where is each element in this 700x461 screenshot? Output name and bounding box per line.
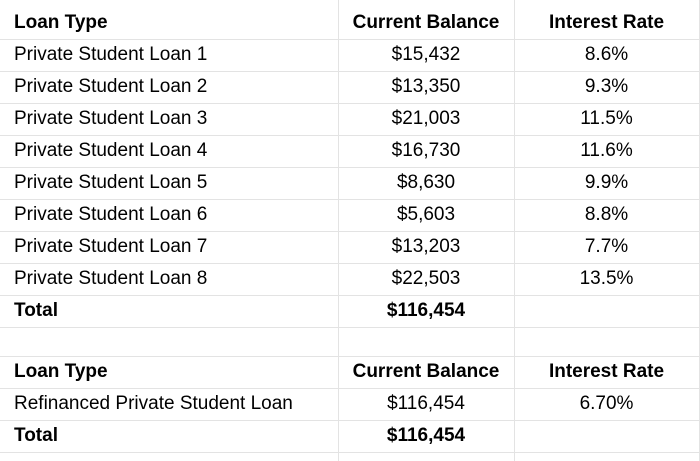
table2-total-row bbox=[0, 420, 700, 452]
loan-type-cell[interactable]: Private Student Loan 4 bbox=[14, 140, 208, 161]
loan-type-cell[interactable]: Private Student Loan 5 bbox=[14, 172, 208, 193]
balance-cell[interactable]: $21,003 bbox=[391, 108, 461, 129]
loan-type-cell[interactable]: Private Student Loan 6 bbox=[14, 204, 208, 225]
total-label[interactable]: Total bbox=[14, 300, 58, 321]
empty-cell[interactable] bbox=[514, 295, 699, 327]
table-row bbox=[0, 263, 700, 295]
table-row bbox=[0, 103, 700, 135]
total-label[interactable]: Total bbox=[14, 425, 58, 446]
rate-cell[interactable]: 11.5% bbox=[580, 108, 633, 129]
loan-type-cell[interactable]: Private Student Loan 2 bbox=[14, 76, 208, 97]
balance-cell[interactable]: $15,432 bbox=[391, 44, 461, 65]
loan-type-cell[interactable]: Private Student Loan 8 bbox=[14, 268, 208, 289]
rate-cell[interactable]: 9.9% bbox=[584, 172, 629, 193]
header-loan-type[interactable]: Loan Type bbox=[14, 12, 108, 33]
loan-type-cell[interactable]: Refinanced Private Student Loan bbox=[14, 393, 293, 414]
loan-type-cell[interactable]: Private Student Loan 7 bbox=[14, 236, 208, 257]
header-current-balance[interactable]: Current Balance bbox=[352, 12, 500, 33]
rate-cell[interactable]: 7.7% bbox=[584, 236, 629, 257]
loan-type-cell[interactable]: Private Student Loan 1 bbox=[14, 44, 208, 65]
balance-cell[interactable]: $22,503 bbox=[391, 268, 461, 289]
header-interest-rate[interactable]: Interest Rate bbox=[548, 12, 665, 33]
table-row bbox=[0, 231, 700, 263]
table-row bbox=[0, 135, 700, 167]
balance-cell[interactable]: $8,630 bbox=[396, 172, 456, 193]
header-interest-rate[interactable]: Interest Rate bbox=[548, 361, 665, 382]
header-current-balance[interactable]: Current Balance bbox=[352, 361, 500, 382]
rate-cell[interactable]: 8.8% bbox=[584, 204, 629, 225]
balance-cell[interactable]: $5,603 bbox=[396, 204, 456, 225]
balance-cell[interactable]: $13,203 bbox=[391, 236, 461, 257]
balance-cell[interactable]: $16,730 bbox=[391, 140, 461, 161]
row-divider bbox=[0, 452, 700, 453]
rate-cell[interactable]: 6.70% bbox=[579, 393, 634, 414]
table1-total-row bbox=[0, 295, 700, 327]
table2-header-row bbox=[0, 356, 700, 388]
total-balance[interactable]: $116,454 bbox=[386, 300, 466, 321]
table-row bbox=[0, 167, 700, 199]
empty-cell[interactable] bbox=[514, 420, 699, 452]
row-divider bbox=[0, 327, 700, 328]
balance-cell[interactable]: $116,454 bbox=[387, 393, 465, 414]
rate-cell[interactable]: 11.6% bbox=[580, 140, 633, 161]
header-loan-type[interactable]: Loan Type bbox=[14, 361, 108, 382]
rate-cell[interactable]: 9.3% bbox=[584, 76, 629, 97]
table-row bbox=[0, 388, 700, 420]
rate-cell[interactable]: 13.5% bbox=[579, 268, 634, 289]
loan-type-cell[interactable]: Private Student Loan 3 bbox=[14, 108, 208, 129]
table-row bbox=[0, 39, 700, 71]
balance-cell[interactable]: $13,350 bbox=[391, 76, 461, 97]
table-row bbox=[0, 199, 700, 231]
rate-cell[interactable]: 8.6% bbox=[584, 44, 629, 65]
table-row bbox=[0, 71, 700, 103]
total-balance[interactable]: $116,454 bbox=[386, 425, 466, 446]
table1-header-row bbox=[0, 7, 700, 39]
